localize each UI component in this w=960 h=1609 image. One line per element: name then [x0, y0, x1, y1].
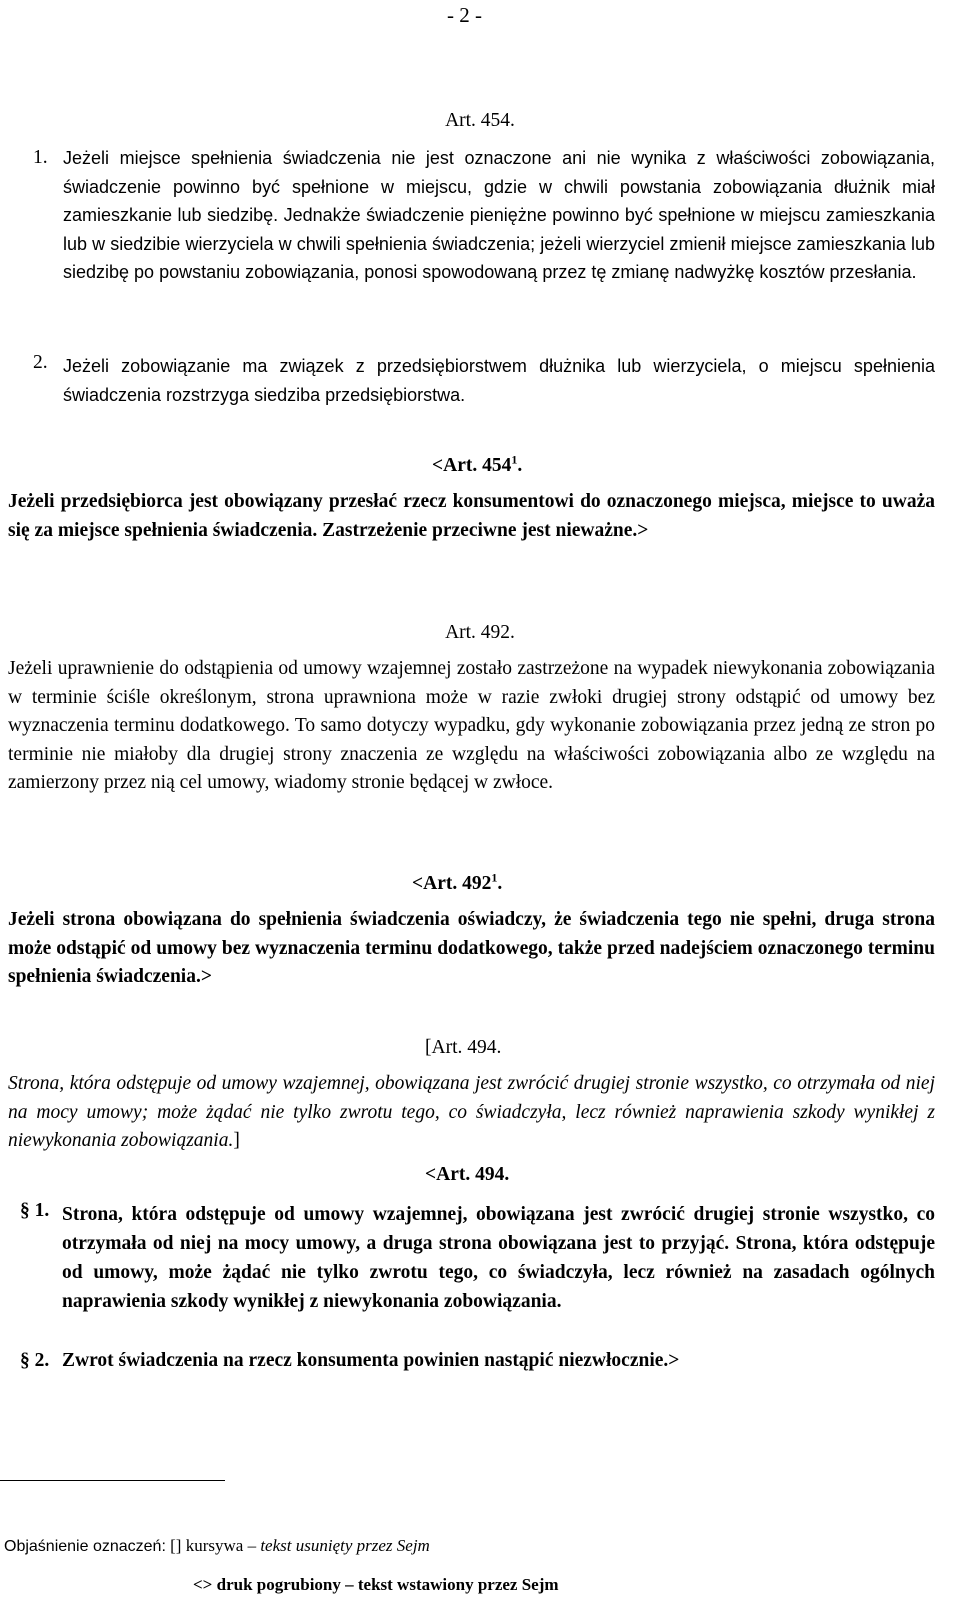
art454-paragraph-2	[33, 352, 935, 409]
footer-divider	[0, 1480, 225, 1481]
article-heading-492-1: <Art. $492^1$.	[412, 870, 503, 894]
section-text: Zwrot świadczenia na rzecz konsumenta powinien nastąpić niezwłocznie.>	[62, 1350, 680, 1371]
art454-1-text: Jeżeli przedsiębiorca jest obowiązany przesłać rzecz konsumentowi do oznaczonego miejsca, miejsce to uważa się za miejsce spełnienia świadczenia. Zastrzeżenie przeciwne jest nieważne.>	[8, 491, 935, 541]
article-heading-494-new: <Art. 494.	[425, 1164, 510, 1185]
paragraph-mark: 1.	[33, 147, 48, 168]
legend-line-2: <> druk pogrubiony – tekst wstawiony przez Sejm	[193, 1575, 559, 1594]
art492-text: Jeżeli uprawnienie do odstąpienia od umowy wzajemnej zostało zastrzeżone na wypadek niewykonania zobowiązania w terminie ściśle określonym, strona uprawniona może w razie zwłoki drugiej strony odstąpić od umowy bez wyznaczenia terminu dodatkowego. To samo dotyczy wypadku, gdy wykonanie zobowiązania przez jedną ze stron po terminie nie miałoby dla drugiej strony znaczenia ze względu na właściwości zobowiązania albo ze względu na zamierzony przez nią cel umowy, wiadomy stronie będącej w zwłoce.	[8, 658, 935, 793]
art492-1-text: Jeżeli strona obowiązana do spełnienia świadczenia oświadczy, że świadczenia tego nie spełni, druga strona może odstąpić od umowy bez wyznaczenia terminu dodatkowego, także przed nadejściem oznaczonego terminu spełnienia świadczenia.>	[8, 909, 935, 987]
section-mark: § 1.	[20, 1200, 50, 1221]
art494-section-1	[20, 1200, 935, 1316]
section-mark: § 2.	[20, 1350, 50, 1371]
article-heading-492: Art. 492.	[445, 622, 515, 643]
page-number: - 2 -	[447, 3, 482, 27]
art494-old-text: Strona, która odstępuje od umowy wzajemnej, obowiązana jest zwrócić drugiej stronie wszystko, co otrzymała od niej na mocy umowy; może żądać nie tylko zwrotu tego, co świadczyła, lecz również naprawienia szkody wynikłej z niewykonania zobowiązania.]	[8, 1073, 935, 1151]
paragraph-mark: 2.	[33, 352, 48, 373]
article-heading-494-old: [Art. 494.	[425, 1037, 502, 1058]
article-heading-454: Art. 454.	[445, 110, 515, 131]
legend-line-1: Objaśnienie oznaczeń: [] kursywa – tekst usunięty przez Sejm	[4, 1536, 430, 1555]
art454-paragraph-1	[33, 144, 935, 287]
paragraph-text: Jeżeli zobowiązanie ma związek z przedsiębiorstwem dłużnika lub wierzyciela, o miejscu spełnienia świadczenia rozstrzyga siedziba przedsiębiorstwa.	[63, 356, 935, 405]
art494-section-2	[20, 1350, 935, 1372]
paragraph-text: Jeżeli miejsce spełnienia świadczenia nie jest oznaczone ani nie wynika z właściwości zobowiązania, świadczenie powinno być spełnione w miejscu, gdzie w chwili powstania zobowiązania dłużnik miał zamieszkanie lub siedzibę. Jednakże świadczenie pieniężne powinno być spełnione w miejscu zamieszkania lub w siedzibie wierzyciela w chwili spełnienia świadczenia; jeżeli wierzyciel zmienił miejsce zamieszkania lub siedzibę po powstaniu zobowiązania, ponosi spowodowaną przez tę zmianę nadwyżkę kosztów przesłania.	[63, 148, 935, 282]
section-text: Strona, która odstępuje od umowy wzajemnej, obowiązana jest zwrócić drugiej stronie wszystko, co otrzymała od niej na mocy umowy, a druga strona obowiązana jest to przyjąć. Strona, która odstępuje od umowy, może żądać nie tylko zwrotu tego, co świadczyła, lecz również na zasadach ogólnych naprawienia szkody wynikłej z niewykonania zobowiązania.	[62, 1204, 935, 1312]
article-heading-454-1: <Art. $454^1$.	[432, 452, 523, 476]
